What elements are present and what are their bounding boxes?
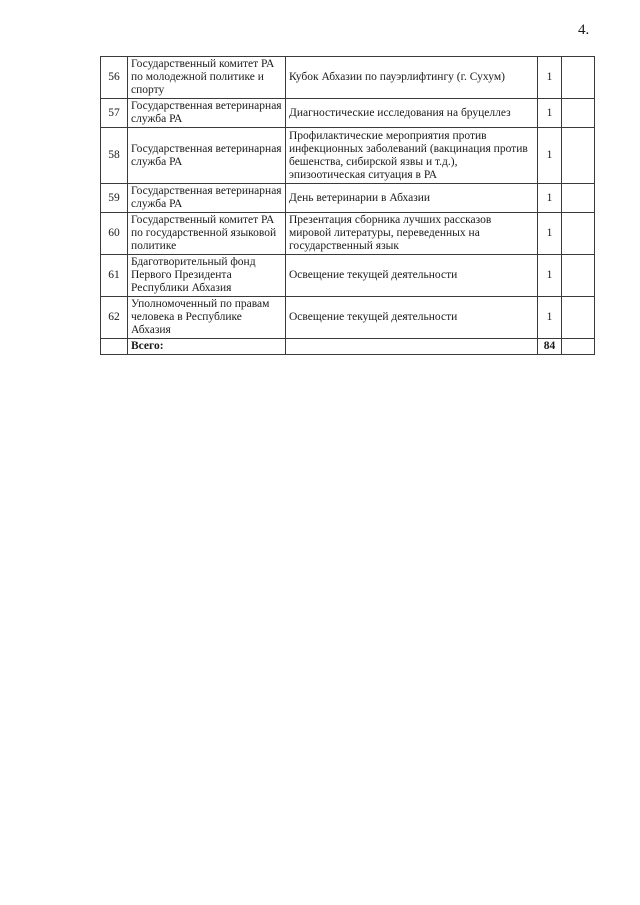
table-row (101, 57, 595, 99)
organization-cell: Государственный комитет РА по государственной языковой политике (128, 213, 286, 255)
page-number: 4. (578, 22, 590, 38)
event-cell: День ветеринарии в Абхазии (286, 184, 538, 213)
empty-cell (562, 297, 595, 339)
row-number: 62 (101, 297, 128, 339)
table-row (101, 297, 595, 339)
count-cell: 1 (538, 213, 562, 255)
row-number: 58 (101, 128, 128, 184)
count-cell: 1 (538, 184, 562, 213)
total-event-cell (286, 339, 538, 355)
table-row (101, 128, 595, 184)
empty-cell (562, 99, 595, 128)
table-row (101, 213, 595, 255)
count-cell: 1 (538, 57, 562, 99)
total-value: 84 (538, 339, 562, 355)
total-empty-cell (562, 339, 595, 355)
empty-cell (562, 184, 595, 213)
event-cell: Диагностические исследования на бруцеллез (286, 99, 538, 128)
event-cell: Освещение текущей деятельности (286, 297, 538, 339)
organization-cell: Бдаготворительный фонд Первого Президента Республики Абхазия (128, 255, 286, 297)
row-number: 57 (101, 99, 128, 128)
event-cell: Презентация сборника лучших рассказов мировой литературы, переведенных на государственный язык (286, 213, 538, 255)
empty-cell (562, 57, 595, 99)
count-cell: 1 (538, 297, 562, 339)
empty-cell (562, 213, 595, 255)
organization-cell: Государственная ветеринарная служба РА (128, 99, 286, 128)
row-number: 59 (101, 184, 128, 213)
count-cell: 1 (538, 255, 562, 297)
organization-cell: Государственная ветеринарная служба РА (128, 128, 286, 184)
table-row (101, 99, 595, 128)
organization-cell: Государственная ветеринарная служба РА (128, 184, 286, 213)
row-number: 60 (101, 213, 128, 255)
total-row (101, 339, 595, 355)
organization-cell: Уполномоченный по правам человека в Республике Абхазия (128, 297, 286, 339)
event-cell: Профилактические мероприятия против инфекционных заболеваний (вакцинация против бешенства, сибирской язвы и т.д.), эпизоотическая ситуация в РА (286, 128, 538, 184)
count-cell: 1 (538, 99, 562, 128)
organization-cell: Государственный комитет РА по молодежной политике и спорту (128, 57, 286, 99)
total-number-cell (101, 339, 128, 355)
count-cell: 1 (538, 128, 562, 184)
empty-cell (562, 128, 595, 184)
empty-cell (562, 255, 595, 297)
total-label: Всего: (128, 339, 286, 355)
event-cell: Освещение текущей деятельности (286, 255, 538, 297)
event-cell: Кубок Абхазии по пауэрлифтингу (г. Сухум) (286, 57, 538, 99)
table-row (101, 184, 595, 213)
events-table (100, 56, 595, 355)
row-number: 61 (101, 255, 128, 297)
table-row (101, 255, 595, 297)
row-number: 56 (101, 57, 128, 99)
